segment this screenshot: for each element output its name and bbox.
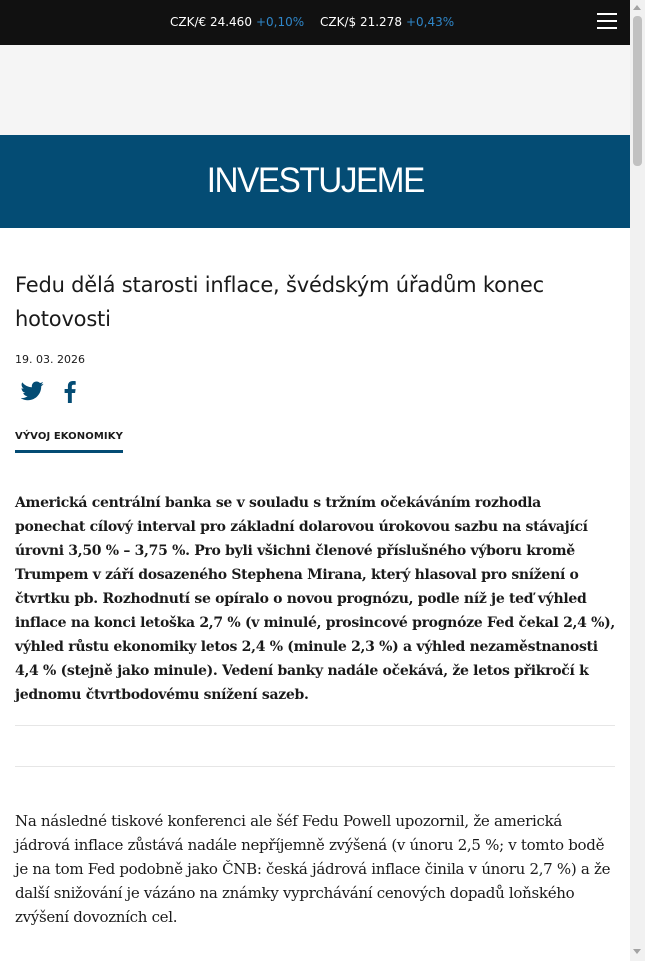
- scroll-thumb[interactable]: [633, 16, 642, 166]
- exchange-rate-usd-change: +0,43%: [405, 15, 455, 29]
- article-title: Fedu dělá starosti inflace, švédským úřadům konec hotovosti: [15, 273, 544, 331]
- top-bar: [0, 0, 630, 45]
- divider: [15, 725, 615, 726]
- facebook-icon[interactable]: [64, 381, 76, 403]
- exchange-rate-usd-value: CZK/$ 21.278: [320, 15, 402, 29]
- article-body-paragraph: Na následné tiskové konferenci ale šéf Fedu Powell upozornil, že americká jádrová inflace zůstává nadále nepříjemně zvýšená (v únoru 2,5 %; v tomto bodě je na tom Fed podobně jako ČNB: česká jádrová inflace činila v únoru 2,7 %) a že další snižování je vázáno na známky vyprchávání cenových dopadů loňského zvýšení dovozních cel.: [15, 812, 611, 926]
- ad-space: [0, 45, 630, 135]
- article-lead: Americká centrální banka se v souladu s tržním očekáváním rozhodla ponechat cílový interval pro základní dolarovou úrokovou sazbu na stávající úrovni 3,50 % – 3,75 %. Pro byli všichni členové příslušného výboru kromě Trumpem v září dosazeného Stephena Mirana, který hlasoval pro snížení o čtvrtku pb. Rozhodnutí se opíralo o novou prognózu, podle níž je teď výhled inflace na konci letoška 2,7 % (v minulé, prosincové prognóze Fed čekal 2,4 %), výhled růstu ekonomiky letos 2,4 % (minule 2,3 %) a výhled nezaměstnanosti 4,4 % (stejně jako minule). Vedení banky nadále očekává, že letos přikročí k jednomu čtvrtbodovému snížení sazeb.: [15, 495, 616, 703]
- exchange-rate-eur-value: CZK/€ 24.460: [170, 15, 252, 29]
- article-date: 19. 03. 2026: [15, 353, 85, 366]
- brand-banner[interactable]: [0, 135, 630, 228]
- scroll-up-arrow-icon[interactable]: [633, 5, 641, 10]
- share-buttons: [15, 381, 615, 411]
- exchange-rate-usd[interactable]: [320, 15, 454, 29]
- article: [15, 268, 615, 929]
- scroll-down-arrow-icon[interactable]: [633, 949, 641, 954]
- scrollbar[interactable]: [630, 0, 645, 961]
- exchange-rate-eur-change: +0,10%: [255, 15, 305, 29]
- twitter-icon[interactable]: [21, 381, 44, 401]
- brand-logo[interactable]: INVESTUJEME: [206, 161, 424, 200]
- hamburger-menu-icon[interactable]: [597, 13, 617, 31]
- divider: [15, 766, 615, 767]
- exchange-rate-eur[interactable]: [170, 15, 304, 29]
- category-tag[interactable]: VÝVOJ EKONOMIKY: [15, 431, 123, 453]
